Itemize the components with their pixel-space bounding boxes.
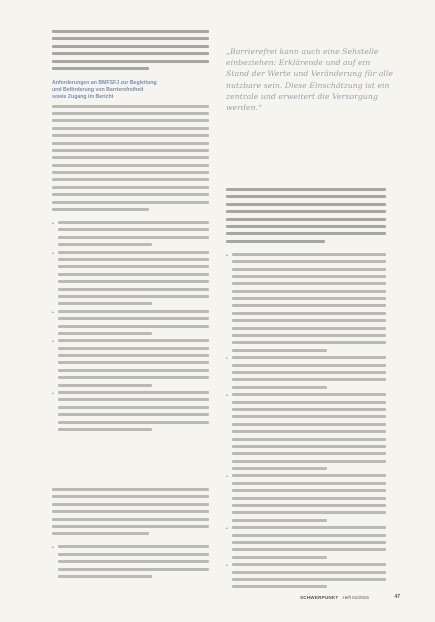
left-column-bottom — [52, 488, 209, 582]
right-column — [226, 188, 386, 593]
list-item: • — [52, 221, 209, 251]
issue-label: Heft 01/2016 — [342, 594, 369, 600]
list-item: • — [226, 563, 386, 593]
pull-quote-text: „Barrierefrei kann auch eine Sehstelle einbeziehen: Erklärende und auf ein Stand der Werte und Veränderung für alle nutzbare sein. Diese Einschätzung ist ein zentrale und erweitert die Versorgung werden.“ — [226, 47, 394, 113]
list-item: • — [52, 339, 209, 391]
page-footer — [300, 592, 400, 602]
list-item: • — [226, 356, 386, 393]
pull-quote — [226, 46, 394, 113]
list-item: • — [52, 391, 209, 435]
list-item: • — [226, 474, 386, 526]
list-item: • — [226, 526, 386, 563]
list-item: • — [226, 253, 386, 356]
section-heading: Anforderungen an BMFSFJ zur Begleitung und Beförderung von Barrierefreiheit sowie Zugang im Bericht — [52, 79, 157, 101]
left-column — [52, 30, 209, 435]
list-item: • — [52, 545, 209, 582]
page-number: 47 — [394, 594, 400, 600]
list-item: • — [52, 310, 209, 340]
list-item: • — [226, 393, 386, 474]
list-item: • — [52, 251, 209, 310]
magazine-name: SCHWERPUNKT — [300, 594, 339, 600]
